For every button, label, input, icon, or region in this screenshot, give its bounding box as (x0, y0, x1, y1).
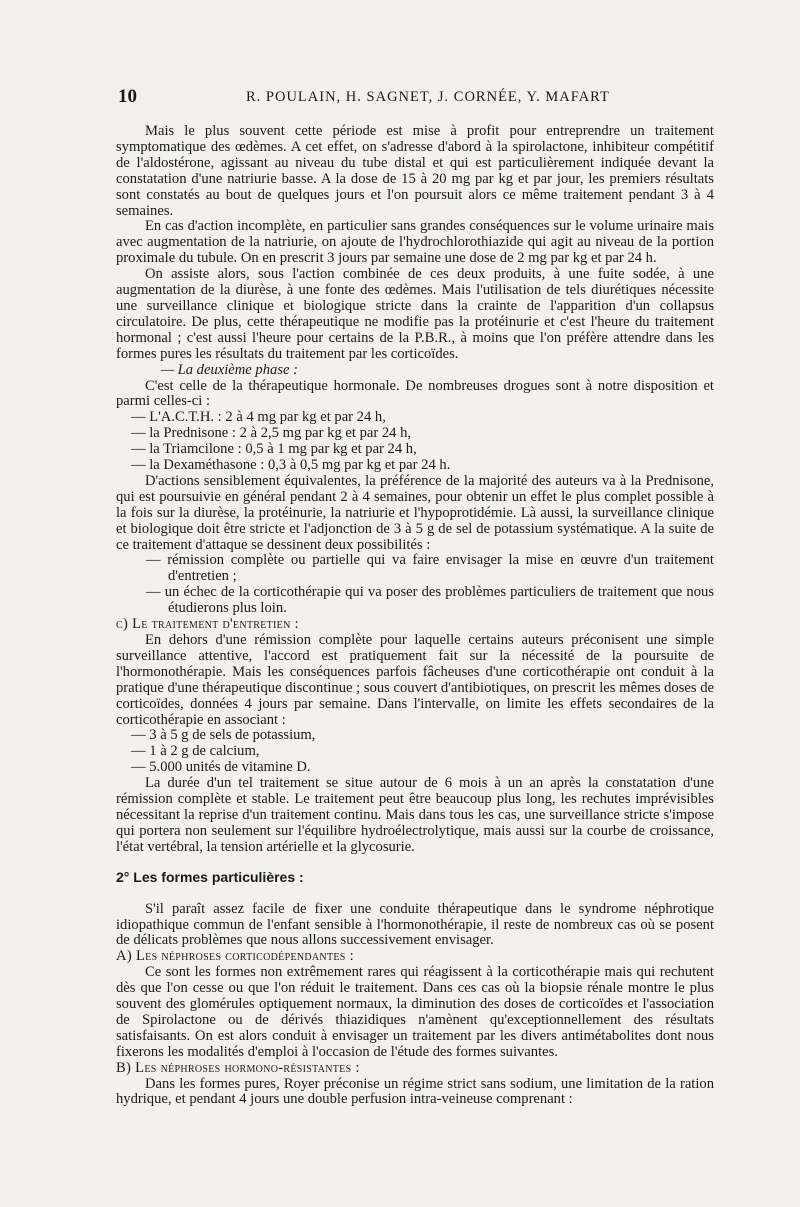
drug-list (116, 410, 714, 474)
list-item: — rémission complète ou partielle qui va faire envisager la mise en œuvre d'un traitement d'entretien ; (146, 552, 714, 585)
paragraph: En dehors d'une rémission complète pour laquelle certains auteurs préconisent une simple surveillance attentive, l'accord est pratiquement fait sur la nécessité de la poursuite de l'hormonothérapie. Mais les conséquences parfois fâcheuses d'une corticothérapie ont conduit à la pratique d'une thérapeutique discontinue ; sous couvert d'antibiotiques, on prescrit les mêmes doses de corticoïdes, données 4 jours par semaine. Dans l'intervalle, on limite les effets secondaires de la corticothérapie en associant : (116, 632, 714, 728)
paragraph: Ce sont les formes non extrêmement rares qui réagissent à la corticothérapie mais qui rechutent dès que l'on cesse ou que l'on réduit le traitement. Dans ces cas où la biopsie rénale montre le plus souvent des glomérules optiquement normaux, la diminution des doses de corticoïdes et l'association de Spirolactone ou de dérivés thiazidiques n'amènent qu'exceptionnellement des résultats satisfaisants. On est alors conduit à envisager un traitement par les divers antimétabolites dont nous fixerons les modalités d'emploi à l'occasion de l'étude des formes suivantes. (116, 964, 714, 1060)
section-heading: A) Les néphroses corticodépendantes : (116, 948, 354, 965)
paragraph: S'il paraît assez facile de fixer une conduite thérapeutique dans le syndrome néphrotique idiopathique commun de l'enfant sensible à l'hormonothérapie, il reste de nombreux cas où se posent de délicats problèmes que nous allons successivement envisager. (116, 900, 714, 949)
paragraph: En cas d'action incomplète, en particulier sans grandes conséquences sur le volume urinaire mais avec augmentation de la natriurie, on ajoute de l'hydrochlorothiazide qui agit au niveau de la portion proximale du tubule. On en prescrit 3 jours par semaine une dose de 2 mg par kg et par 24 h. (116, 218, 714, 267)
paragraph: La durée d'un tel traitement se situe autour de 6 mois à un an après la constatation d'une rémission complète et stable. Le traitement peut être beaucoup plus long, les rechutes imprévisibles nécessitant la reprise d'un traitement continu. Mais dans tous les cas, une surveillance stricte s'impose qui portera non seulement sur l'équilibre hydroélectrolytique, mais aussi sur la courbe de croissance, l'état vertébral, la tension artérielle et la glycosurie. (116, 775, 714, 855)
paragraph: Dans les formes pures, Royer préconise un régime strict sans sodium, une limitation de la ration hydrique, et pendant 4 jours une double perfusion intra-veineuse comprenant : (116, 1075, 714, 1108)
body-text (116, 124, 714, 1108)
paragraph: C'est celle de la thérapeutique hormonale. De nombreuses drogues sont à notre disposition et parmi celles-ci : (116, 377, 714, 410)
list-item: — la Dexaméthasone : 0,3 à 0,5 mg par kg et par 24 h. (131, 457, 451, 474)
page-header (118, 86, 718, 108)
paragraph: Mais le plus souvent cette période est mise à profit pour entreprendre un traitement symptomatique des œdèmes. A cet effet, on s'adresse d'abord à la spirolactone, inhibiteur compétitif de l'aldostérone, agissant au niveau du tube distal et qui est particulièrement indiquée devant la constatation d'une natriurie basse. A la dose de 15 à 20 mg par kg et par jour, les premiers résultats sont constatés au bout de quelques jours et l'on poursuit alors ce même traitement pendant 3 à 4 semaines. (116, 123, 714, 219)
list-item: — la Prednisone : 2 à 2,5 mg par kg et par 24 h, (131, 425, 412, 442)
running-head: R. POULAIN, H. SAGNET, J. CORNÉE, Y. MAFART (246, 89, 610, 105)
section-heading: B) Les néphroses hormono-résistantes : (116, 1059, 360, 1076)
paragraph: On assiste alors, sous l'action combinée de ces deux produits, à une fuite sodée, à une augmentation de la diurèse, à une fonte des œdèmes. Mais l'utilisation de tels diurétiques nécessite une surveillance clinique et biologique stricte dans la crainte de l'apparition d'un collapsus circulatoire. De plus, cette thérapeutique ne modifie pas la protéinurie et c'est l'heure du traitement hormonal ; c'est aussi l'heure pour certains de la P.B.R., à moins que l'on préfère attendre dans les formes pures les résultats du traitement par les corticoïdes. (116, 266, 714, 362)
section-heading: c) Le traitement d'entretien : (116, 616, 299, 633)
list-item: — 3 à 5 g de sels de potassium, (131, 727, 316, 744)
list-item: — 5.000 unités de vitamine D. (131, 759, 311, 776)
list-item: — la Triamcilone : 0,5 à 1 mg par kg et par 24 h, (131, 441, 417, 458)
list-item: — L'A.C.T.H. : 2 à 4 mg par kg et par 24 h, (131, 409, 386, 426)
paragraph: D'actions sensiblement équivalentes, la préférence de la majorité des auteurs va à la Prednisone, qui est poursuivie en général pendant 2 à 4 semaines, pour obtenir un effet le plus complet possible à la fois sur la diurèse, la protéinurie, la natriurie et l'hypoprotidémie. Là aussi, la surveillance clinique et biologique doit être stricte et l'adjonction de 3 à 5 g de sel de potassium systématique. A la suite de ce traitement d'attaque se dessinent deux possibilités : (116, 472, 714, 553)
supplement-list (116, 728, 714, 776)
page-number: 10 (118, 86, 137, 107)
list-item: — un échec de la corticothérapie qui va poser des problèmes particuliers de traitement que nous étudierons plus loin. (146, 584, 714, 617)
list-item: — 1 à 2 g de calcium, (131, 743, 260, 760)
section-heading: 2° Les formes particulières : (116, 868, 304, 885)
phase-heading: — La deuxième phase : (161, 361, 298, 378)
possibility-list (116, 553, 714, 617)
